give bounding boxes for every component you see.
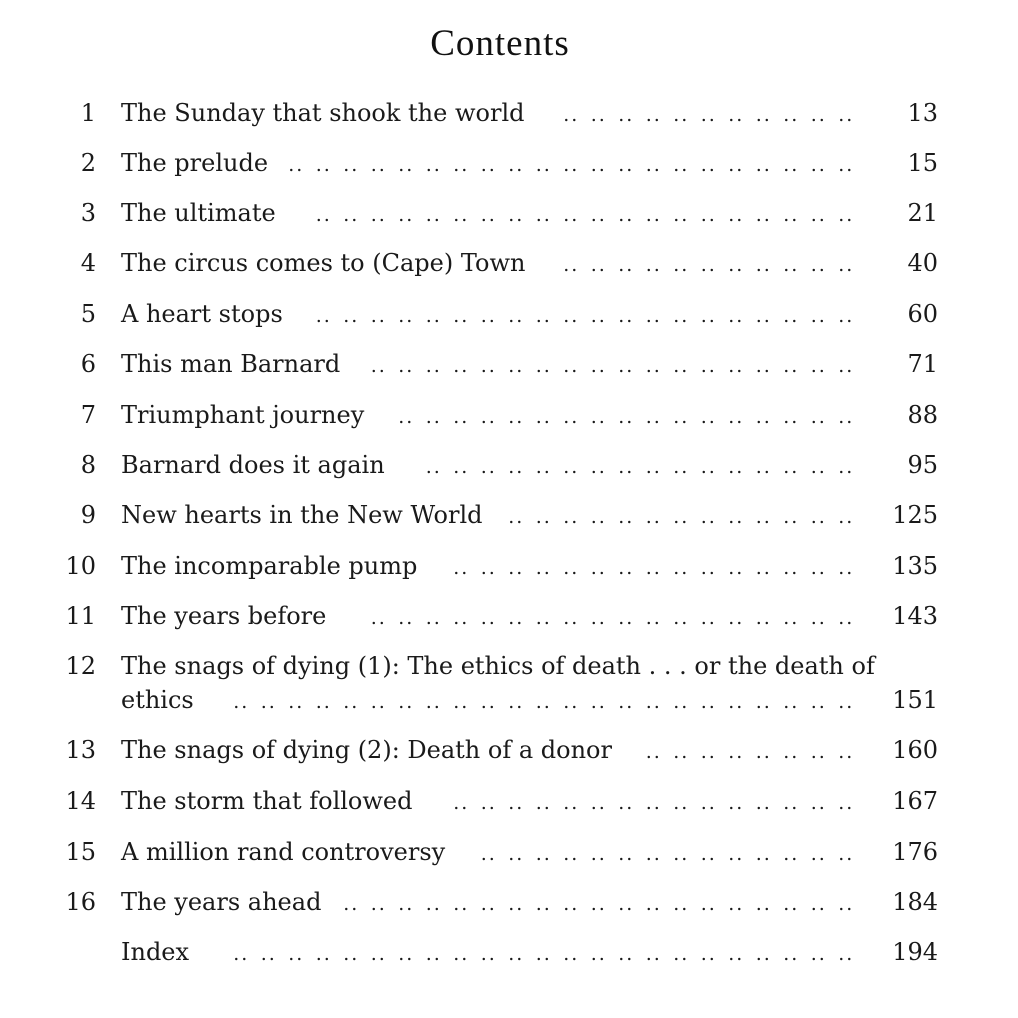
toc-entry[interactable]: [0, 781, 1018, 821]
chapter-number: 13: [65, 736, 96, 764]
chapter-title: Triumphant journey: [121, 401, 365, 429]
toc-entry[interactable]: [0, 495, 1018, 535]
toc-entry[interactable]: [0, 243, 1018, 283]
page-number: 60: [907, 300, 938, 328]
page-number: 71: [907, 350, 938, 378]
chapter-title: New hearts in the New World: [121, 501, 483, 529]
dot-leader: .. .. .. .. .. .. .. .. .. .. .. .. .. .. .. ..: [425, 456, 855, 478]
page-number: 40: [907, 249, 938, 277]
dot-leader: .. .. .. .. .. .. .. .. .. .. .. .. .. .. .. .. .. .. .. ..: [315, 204, 855, 226]
toc-entry[interactable]: [0, 882, 1018, 922]
chapter-number: 6: [80, 350, 96, 378]
page-number: 95: [907, 451, 938, 479]
chapter-title: The incomparable pump: [121, 552, 418, 580]
chapter-number: 16: [65, 888, 96, 916]
page-number: 13: [907, 99, 938, 127]
chapter-title: Barnard does it again: [121, 451, 385, 479]
chapter-number: 7: [80, 401, 96, 429]
dot-leader: .. .. .. .. .. .. .. .. .. .. .. .. .. .. .. .. .. .. .. .. .. .. ..: [233, 943, 855, 965]
dot-leader: .. .. .. .. .. .. .. .. .. .. .. .. .. .. .. .. .. .. .. .. ..: [288, 154, 855, 176]
toc-entry[interactable]: [0, 445, 1018, 485]
chapter-title: The ultimate: [121, 199, 276, 227]
dot-leader: .. .. .. .. .. .. .. .. .. .. .. .. .. .. .. .. .. ..: [370, 607, 855, 629]
chapter-title: A heart stops: [121, 300, 283, 328]
dot-leader: .. .. .. .. .. .. .. .. .. .. .. .. .. .. .. .. ..: [398, 406, 855, 428]
dot-leader: .. .. .. .. .. .. .. .. .. .. .. .. .. .. .. .. .. ..: [370, 355, 855, 377]
page-number: 88: [907, 401, 938, 429]
toc-entry[interactable]: [0, 294, 1018, 334]
page-number: 15: [907, 149, 938, 177]
toc-entry[interactable]: [0, 395, 1018, 435]
chapter-title-continuation: ethics: [121, 686, 194, 714]
page-number: 160: [892, 736, 938, 764]
chapter-title: This man Barnard: [121, 350, 341, 378]
chapter-title: Index: [121, 938, 190, 966]
page-title: Contents: [430, 23, 570, 64]
toc-entry[interactable]: [0, 730, 1018, 770]
dot-leader: .. .. .. .. .. .. .. .. .. .. ..: [563, 254, 855, 276]
page-number: 151: [892, 686, 938, 714]
chapter-number: 14: [65, 787, 96, 815]
chapter-number: 1: [80, 99, 96, 127]
chapter-number: 3: [80, 199, 96, 227]
dot-leader: .. .. .. .. .. .. .. .. .. .. ..: [563, 104, 855, 126]
page-number: 135: [892, 552, 938, 580]
chapter-title: A million rand controversy: [121, 838, 446, 866]
page-number: 184: [892, 888, 938, 916]
chapter-number: 12: [65, 652, 96, 680]
toc-entry[interactable]: [0, 932, 1018, 972]
page-number: 167: [892, 787, 938, 815]
toc-entry[interactable]: [0, 546, 1018, 586]
chapter-title: The years ahead: [121, 888, 322, 916]
chapter-title: The prelude: [121, 149, 269, 177]
toc-entry[interactable]: [0, 832, 1018, 872]
page-number: 143: [892, 602, 938, 630]
chapter-number: 4: [80, 249, 96, 277]
dot-leader: .. .. .. .. .. .. .. .. .. .. .. .. .. .. .. .. .. .. .. ..: [315, 305, 855, 327]
toc-entry[interactable]: [0, 93, 1018, 133]
chapter-number: 11: [65, 602, 96, 630]
chapter-number: 2: [80, 149, 96, 177]
toc-entry[interactable]: [0, 646, 1018, 714]
toc-entry[interactable]: [0, 193, 1018, 233]
chapter-title: The years before: [121, 602, 327, 630]
chapter-number: 15: [65, 838, 96, 866]
chapter-number: 8: [80, 451, 96, 479]
chapter-title: The snags of dying (1): The ethics of death . . . or the death of: [121, 652, 875, 680]
toc-entry[interactable]: [0, 143, 1018, 183]
dot-leader: .. .. .. .. .. .. .. .. .. .. .. .. .. .. ..: [453, 792, 855, 814]
chapter-number: 9: [80, 501, 96, 529]
dot-leader: .. .. .. .. .. .. .. .. .. .. .. .. ..: [508, 506, 855, 528]
dot-leader: .. .. .. .. .. .. .. .. .. .. .. .. .. .. .. .. .. .. .. .. .. .. ..: [233, 691, 855, 713]
page-number: 176: [892, 838, 938, 866]
chapter-title: The Sunday that shook the world: [121, 99, 525, 127]
chapter-number: 10: [65, 552, 96, 580]
toc-entry[interactable]: [0, 344, 1018, 384]
page-number: 21: [907, 199, 938, 227]
dot-leader: .. .. .. .. .. .. .. .. .. .. .. .. .. .. .. .. .. .. ..: [343, 893, 855, 915]
chapter-title: The circus comes to (Cape) Town: [121, 249, 526, 277]
dot-leader: .. .. .. .. .. .. .. .. .. .. .. .. .. .. ..: [453, 557, 855, 579]
dot-leader: .. .. .. .. .. .. .. .. .. .. .. .. .. ..: [480, 843, 855, 865]
page-number: 194: [892, 938, 938, 966]
chapter-title: The snags of dying (2): Death of a donor: [121, 736, 612, 764]
toc-entry[interactable]: [0, 596, 1018, 636]
page-number: 125: [892, 501, 938, 529]
dot-leader: .. .. .. .. .. .. .. ..: [645, 741, 855, 763]
chapter-title: The storm that followed: [121, 787, 413, 815]
chapter-number: 5: [80, 300, 96, 328]
